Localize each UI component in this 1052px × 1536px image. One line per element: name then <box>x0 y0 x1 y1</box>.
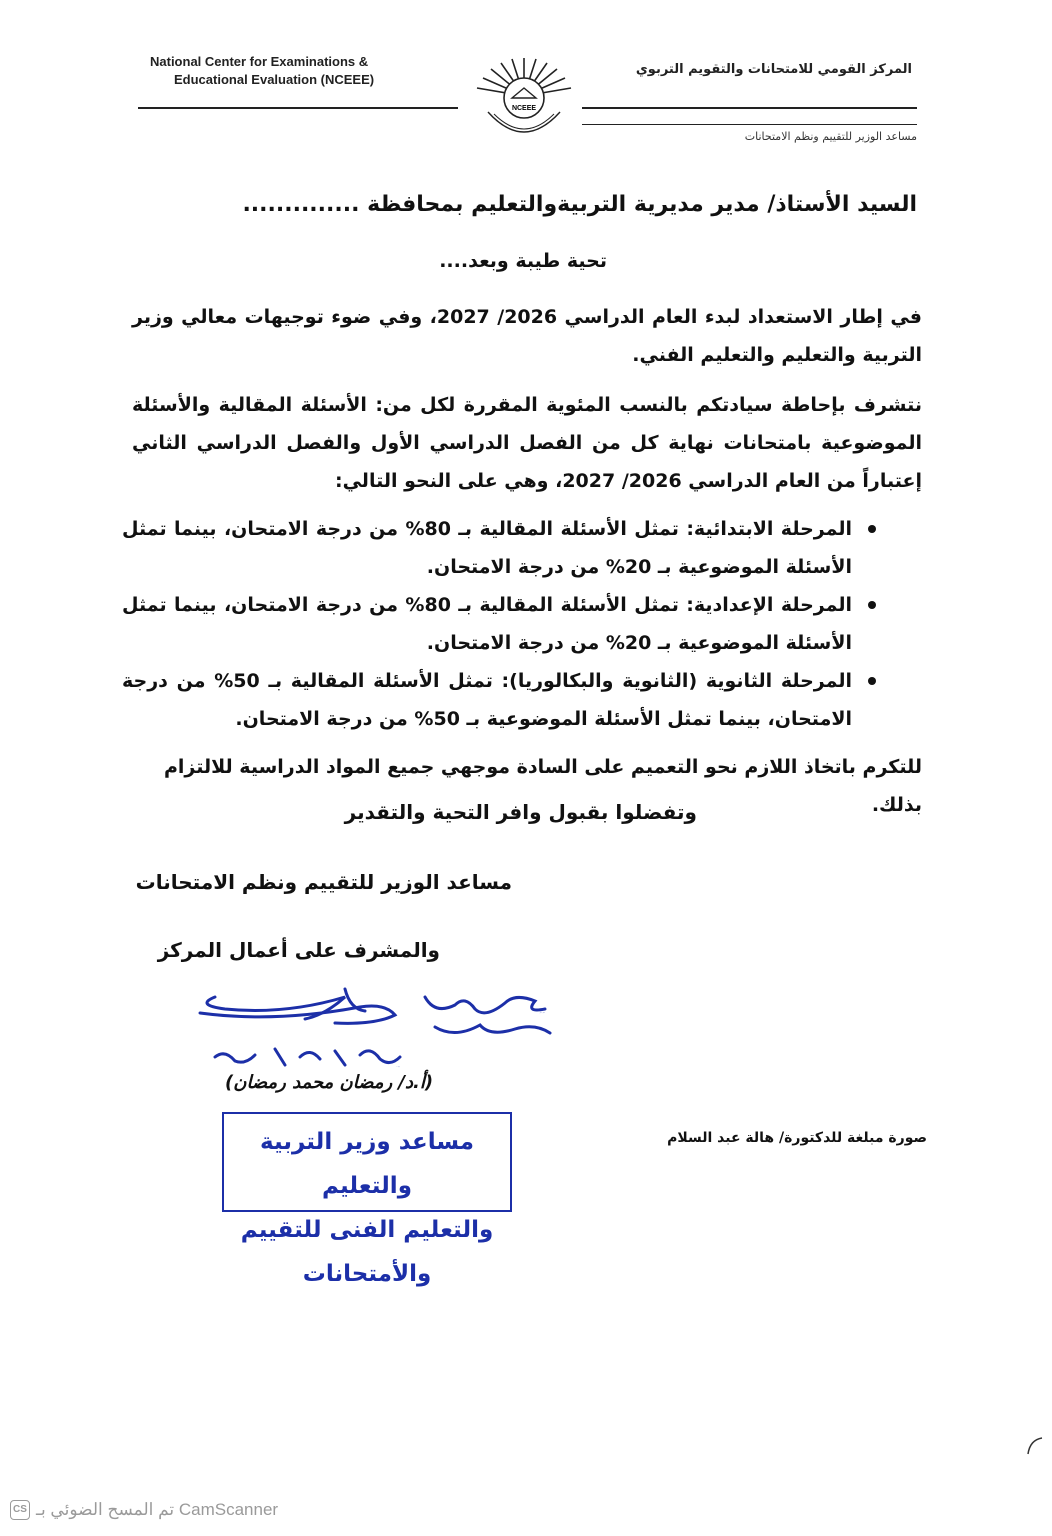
list-item-text: المرحلة الإعدادية: تمثل الأسئلة المقالية بـ 80% من درجة الامتحان، بينما تمثل الأسئلة الموضوعية بـ 20% من درجة الامتحان. <box>122 594 852 654</box>
letter-paragraph-3: للتكرم باتخاذ اللازم نحو التعميم على السادة موجهي جميع المواد الدراسية للالتزام بذلك. <box>163 756 922 816</box>
header-rule-right-bottom <box>582 124 917 125</box>
camscanner-watermark <box>10 1500 278 1520</box>
header-english-line2: Educational Evaluation (NCEEE) <box>174 72 375 87</box>
bullet-icon <box>868 677 876 685</box>
logo-text: NCEEE <box>511 105 537 112</box>
stamp-line2: والتعليم الفنى للتقييم والأمتحانات <box>240 1217 494 1287</box>
copy-to-note: صورة مبلغة للدكتورة/ هالة عبد السلام <box>667 1130 927 1146</box>
camscanner-icon: CS <box>10 1500 30 1520</box>
bullet-icon <box>868 601 876 609</box>
official-stamp <box>222 1112 512 1287</box>
header-english <box>150 53 435 89</box>
bullet-icon <box>868 525 876 533</box>
letter-address: السيد الأستاذ/ مدير مديرية التربيةوالتعليم بمحافظة .............. <box>242 192 917 217</box>
handwritten-note: خالص تحياتي <box>539 1013 545 1014</box>
letter-paragraph-1: في إطار الاستعداد لبدء العام الدراسي 2026/ 2027، وفي ضوء توجيهات معالي وزير التربية والتعليم والتعليم الفني. <box>132 306 922 366</box>
signatory-title-line1: مساعد الوزير للتقييم ونظم الامتحانات <box>135 870 512 894</box>
signatory-name: (أ.د/ رمضان محمد رمضان) <box>225 1072 434 1093</box>
letter-paragraph-2: نتشرف بإحاطة سيادتكم بالنسب المئوية المقررة لكل من: الأسئلة المقالية والأسئلة الموضوعية بامتحانات نهاية كل من الفصل الدراسي الأول والفصل الدراسي الثاني إعتباراً من العام الدراسي 2026/ 2027، وهي على النحو التالي: <box>132 394 922 492</box>
letter-greeting: تحية طيبة وبعد.... <box>439 250 607 272</box>
camscanner-text: تم المسح الضوئي بـ CamScanner <box>36 1500 279 1519</box>
nceee-logo <box>468 52 580 148</box>
list-item <box>122 662 922 738</box>
header-rule-left <box>138 107 458 109</box>
header-arabic-title: المركز القومي للامتحانات والتقويم التربوي <box>635 62 912 77</box>
stamp-line1: مساعد وزير التربية والتعليم <box>260 1129 474 1199</box>
header-arabic-subtitle: مساعد الوزير للتقييم ونظم الامتحانات <box>744 130 917 143</box>
list-item-text: المرحلة الابتدائية: تمثل الأسئلة المقالية بـ 80% من درجة الامتحان، بينما تمثل الأسئلة الموضوعية بـ 20% من درجة الامتحان. <box>122 518 852 578</box>
corner-mark-icon <box>1024 1436 1044 1456</box>
handwritten-signature <box>185 975 565 1085</box>
header-rule-right-top <box>582 107 917 109</box>
letter-closing: وتفضلوا بقبول وافر التحية والتقدير <box>344 800 697 824</box>
header-english-line1: National Center for Examinations & <box>150 54 369 69</box>
handwritten-date: ٢٠٢٦/٩/٦ <box>396 1067 400 1068</box>
percentage-list <box>122 510 922 738</box>
signatory-title-line2: والمشرف على أعمال المركز <box>157 938 440 962</box>
list-item <box>122 510 922 586</box>
list-item <box>122 586 922 662</box>
list-item-text: المرحلة الثانوية (الثانوية والبكالوريا): تمثل الأسئلة المقالية بـ 50% من درجة الامتحان، بينما تمثل الأسئلة الموضوعية بـ 50% من درجة الامتحان. <box>122 670 852 730</box>
